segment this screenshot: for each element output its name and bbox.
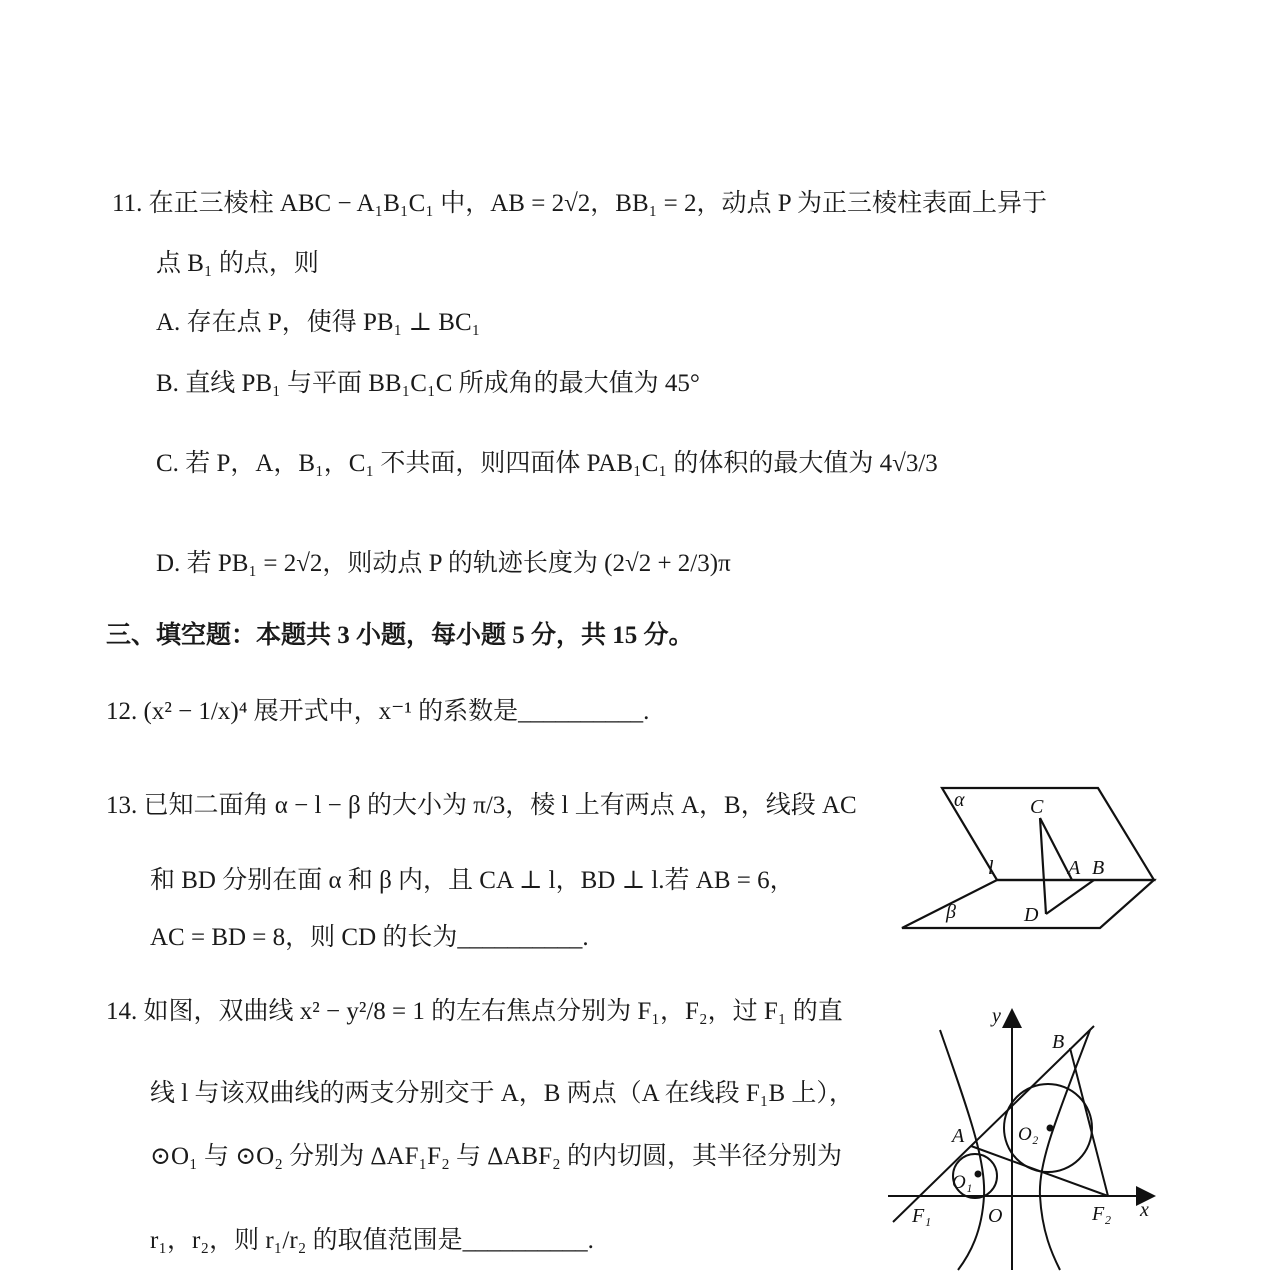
q14-line4: r₁，r₂，则 r₁/r₂ 的取值范围是__________. bbox=[150, 1227, 594, 1254]
q11-option-d-text: 若 PB₁ = 2√2，则动点 P 的轨迹长度为 (2√2 + 2/3)π bbox=[186, 550, 731, 577]
q14-label-y: y bbox=[992, 1005, 1001, 1027]
q14-label-x: x bbox=[1140, 1199, 1149, 1221]
q14-hyperbola-right-branch bbox=[1040, 1030, 1090, 1270]
q11-option-d-label: D. bbox=[156, 550, 181, 577]
q14-label-o2: O₂ bbox=[1018, 1124, 1039, 1145]
q11-option-b-text: 直线 PB₁ 与平面 BB₁C₁C 所成角的最大值为 45° bbox=[185, 370, 700, 397]
q14-center-o1 bbox=[975, 1171, 982, 1178]
q14-line2: 线 l 与该双曲线的两支分别交于 A，B 两点（A 在线段 F₁B 上）， bbox=[150, 1080, 854, 1107]
q13-label-alpha: α bbox=[954, 789, 965, 811]
q14-line3: ⊙O₁ 与 ⊙O₂ 分别为 ΔAF₁F₂ 与 ΔABF₂ 的内切圆，其半径分别为 bbox=[150, 1143, 842, 1170]
q11-option-a-text: 存在点 P，使得 PB₁ ⊥ BC₁ bbox=[186, 309, 481, 336]
q13-line2: 和 BD 分别在面 α 和 β 内，且 CA ⊥ l，BD ⊥ l.若 AB = 6， bbox=[150, 867, 795, 894]
q14-number: 14. bbox=[106, 998, 138, 1025]
q13-label-c: C bbox=[1030, 796, 1044, 818]
q14-label-f2: F₂ bbox=[1092, 1203, 1112, 1225]
q11-option-c-text: 若 P，A，B₁，C₁ 不共面，则四面体 PAB₁C₁ 的体积的最大值为 4√3/3 bbox=[185, 450, 938, 477]
q13-label-l: l bbox=[988, 857, 994, 879]
q14-label-f1: F₁ bbox=[912, 1205, 932, 1227]
q14-center-o2 bbox=[1047, 1125, 1054, 1132]
q11-option-c-label: C. bbox=[156, 450, 179, 477]
q14-label-o1: O₁ bbox=[952, 1172, 973, 1193]
q14-label-o: O bbox=[988, 1205, 1003, 1227]
q11-number: 11. bbox=[112, 190, 143, 217]
q11-option-b-label: B. bbox=[156, 370, 179, 397]
q11-stem-line2: 点 B₁ 的点，则 bbox=[156, 250, 319, 277]
q11-option-a-label: A. bbox=[156, 309, 181, 336]
q11-stem-text-1: 在正三棱柱 ABC − A₁B₁C₁ 中，AB = 2√2，BB₁ = 2，动点 P 为正三棱柱表面上异于 bbox=[148, 190, 1047, 217]
q13-label-a: A bbox=[1068, 857, 1081, 879]
q12-text: (x² − 1/x)⁴ 展开式中，x⁻¹ 的系数是__________. bbox=[143, 698, 650, 725]
q14-segment-bf2 bbox=[1070, 1048, 1108, 1196]
q13-number: 13. bbox=[106, 792, 138, 819]
q14-label-a: A bbox=[952, 1125, 965, 1147]
section-3-heading: 三、填空题：本题共 3 小题，每小题 5 分，共 15 分。 bbox=[106, 622, 694, 649]
q12-number: 12. bbox=[106, 698, 138, 725]
q14-line-l bbox=[893, 1026, 1094, 1222]
q13-label-d: D bbox=[1024, 904, 1039, 926]
q13-label-b: B bbox=[1092, 857, 1105, 879]
q14-label-b: B bbox=[1052, 1031, 1065, 1053]
q13-line3: AC = BD = 8，则 CD 的长为__________. bbox=[150, 924, 589, 951]
q14-text-1: 如图，双曲线 x² − y²/8 = 1 的左右焦点分别为 F₁，F₂，过 F₁ 的直 bbox=[143, 998, 843, 1025]
q13-text-1: 已知二面角 α − l − β 的大小为 π/3，棱 l 上有两点 A，B，线段 AC bbox=[143, 792, 857, 819]
q14-hyperbola-left-branch bbox=[940, 1030, 984, 1270]
q13-label-beta: β bbox=[946, 901, 956, 923]
